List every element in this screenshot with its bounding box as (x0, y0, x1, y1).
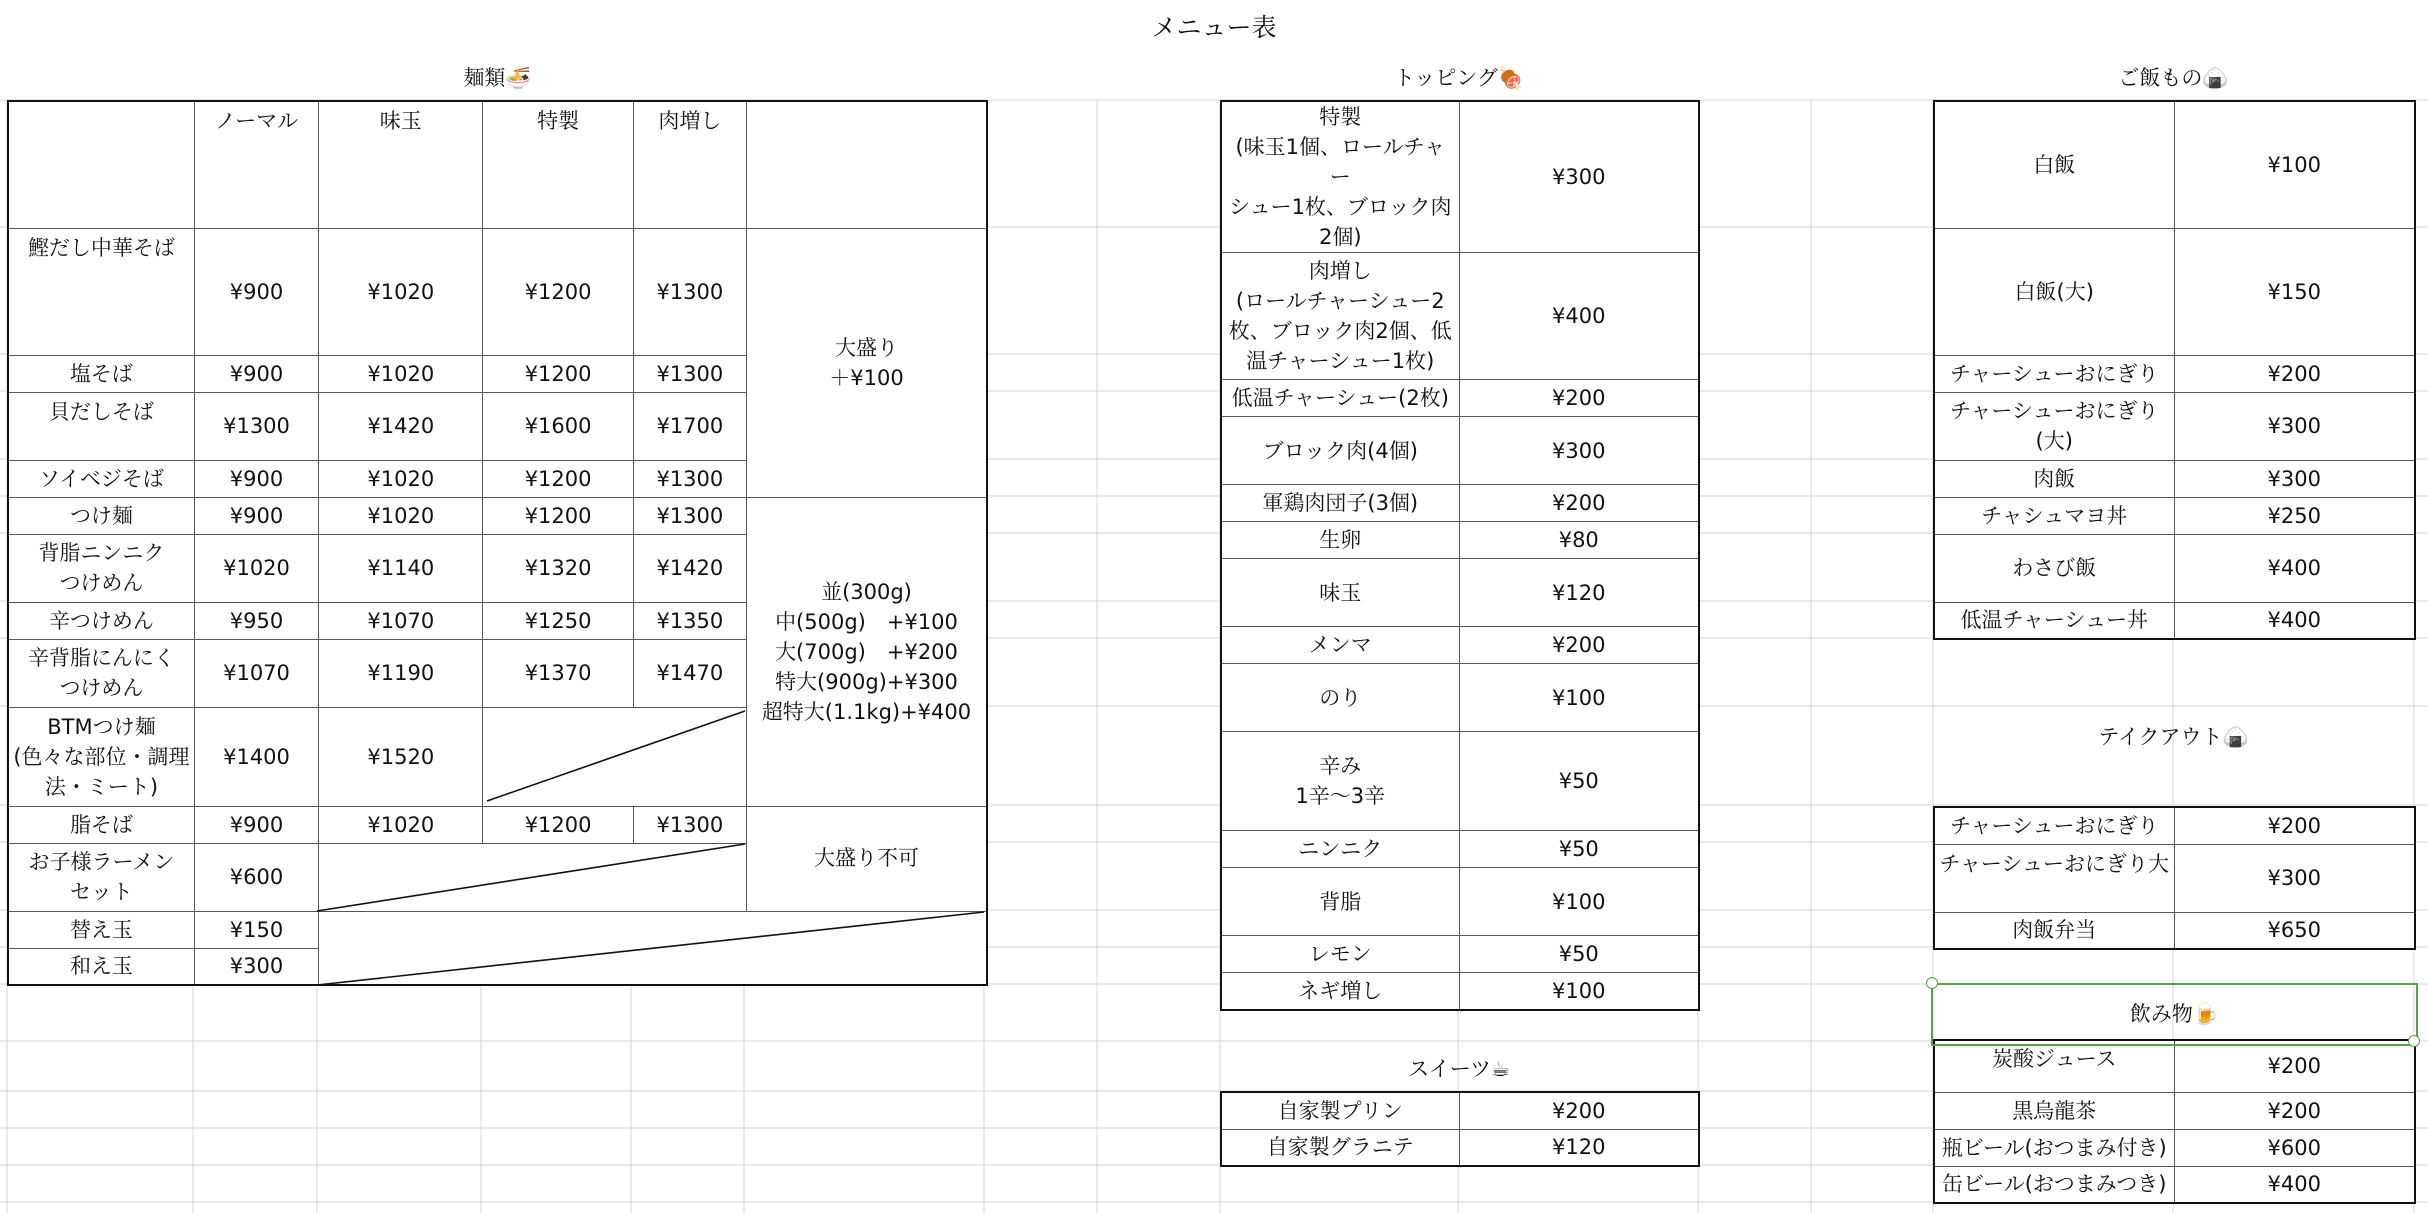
noodle-price: ¥900 (194, 460, 318, 497)
takeout-table (1933, 806, 2416, 950)
noodle-price: ¥900 (194, 228, 318, 355)
noodle-price: ¥1300 (633, 806, 746, 843)
rice-table (1933, 100, 2416, 640)
drink-name: 黒烏龍茶 (1934, 1092, 2174, 1129)
noodle-price: ¥1020 (319, 460, 483, 497)
topping-price: ¥80 (1459, 522, 1699, 559)
rice-price: ¥300 (2174, 392, 2415, 460)
noodle-item-name: 辛つけめん (8, 602, 194, 639)
noodle-price: ¥1020 (319, 497, 483, 534)
noodle-price: ¥900 (194, 806, 318, 843)
noodles-table (7, 100, 988, 986)
topping-price: ¥300 (1459, 101, 1699, 253)
noodle-price: ¥1320 (483, 534, 633, 602)
drink-price: ¥200 (2174, 1040, 2415, 1092)
noodle-price: ¥1300 (633, 497, 746, 534)
noodle-item-name: 背脂ニンニク つけめん (8, 534, 194, 602)
topping-name: 生卵 (1221, 522, 1459, 559)
unavailable-cell (483, 707, 747, 806)
topping-price: ¥100 (1459, 664, 1699, 732)
section-title-toppings: トッピング🍖 (1393, 66, 1525, 90)
topping-name: レモン (1221, 936, 1459, 973)
topping-name: ニンニク (1221, 831, 1459, 868)
topping-price: ¥300 (1459, 417, 1699, 485)
noodle-price: ¥1070 (319, 602, 483, 639)
topping-name: 特製 (味玉1個、ロールチャー シュー1枚、ブロック肉 2個) (1221, 101, 1459, 253)
rice-name: 低温チャーシュー丼 (1934, 602, 2174, 639)
toppings-table (1220, 100, 1700, 1011)
noodles-header-tokusei: 特製 (483, 101, 633, 228)
noodle-price: ¥900 (194, 497, 318, 534)
noodle-price: ¥1300 (633, 460, 746, 497)
drink-name: 炭酸ジュース (1934, 1040, 2174, 1092)
section-title-drinks[interactable]: 飲み物🍺 (2129, 1002, 2220, 1026)
noodle-price: ¥1020 (319, 806, 483, 843)
noodle-item-name: 辛背脂にんにく つけめん (8, 639, 194, 707)
takeout-name: チャーシューおにぎり大 (1934, 844, 2174, 912)
unavailable-cell (319, 843, 747, 911)
noodle-price: ¥1200 (483, 460, 633, 497)
rice-price: ¥100 (2174, 101, 2415, 228)
noodle-item-name: 和え玉 (8, 948, 194, 985)
noodle-price: ¥300 (194, 948, 318, 985)
noodle-price: ¥1020 (194, 534, 318, 602)
drinks-table (1933, 1039, 2416, 1204)
topping-name: メンマ (1221, 627, 1459, 664)
rice-name: 白飯(大) (1934, 228, 2174, 355)
takeout-price: ¥300 (2174, 844, 2415, 912)
rice-price: ¥300 (2174, 460, 2415, 497)
noodles-header-normal: ノーマル (194, 101, 318, 228)
noodles-header-nikumashi: 肉増し (633, 101, 746, 228)
topping-price: ¥50 (1459, 831, 1699, 868)
noodles-header-blank (746, 101, 987, 228)
noodle-item-name: お子様ラーメン セット (8, 843, 194, 911)
noodle-price: ¥1400 (194, 707, 318, 806)
noodle-price: ¥1300 (633, 228, 746, 355)
topping-price: ¥400 (1459, 253, 1699, 380)
rice-price: ¥200 (2174, 355, 2415, 392)
topping-name: 肉増し (ロールチャーシュー2 枚、ブロック肉2個、低 温チャーシュー1枚) (1221, 253, 1459, 380)
unavailable-cell (319, 911, 987, 985)
takeout-name: チャーシューおにぎり (1934, 807, 2174, 844)
noodle-price: ¥1420 (319, 392, 483, 460)
noodle-item-name: 鰹だし中華そば (8, 228, 194, 355)
noodle-price: ¥1370 (483, 639, 633, 707)
rice-price: ¥400 (2174, 534, 2415, 602)
topping-name: のり (1221, 664, 1459, 732)
takeout-price: ¥200 (2174, 807, 2415, 844)
noodle-item-name: 塩そば (8, 355, 194, 392)
noodle-price: ¥1300 (633, 355, 746, 392)
noodle-price: ¥1200 (483, 497, 633, 534)
noodle-price: ¥1700 (633, 392, 746, 460)
noodle-price: ¥1200 (483, 228, 633, 355)
noodle-item-name: 替え玉 (8, 911, 194, 948)
rice-price: ¥250 (2174, 497, 2415, 534)
noodle-price: ¥1190 (319, 639, 483, 707)
takeout-name: 肉飯弁当 (1934, 912, 2174, 949)
size-note-tsukemen: 並(300g) 中(500g) +¥100 大(700g) +¥200 特大(900g)+¥300 超特大(1.1kg)+¥400 (746, 497, 987, 806)
noodle-price: ¥1520 (319, 707, 483, 806)
topping-price: ¥120 (1459, 559, 1699, 627)
noodle-item-name: つけ麺 (8, 497, 194, 534)
rice-name: わさび飯 (1934, 534, 2174, 602)
noodle-item-name: 脂そば (8, 806, 194, 843)
noodle-price: ¥900 (194, 355, 318, 392)
rice-name: チャーシューおにぎり (1934, 355, 2174, 392)
rice-price: ¥150 (2174, 228, 2415, 355)
noodle-item-name: ソイベジそば (8, 460, 194, 497)
noodle-price: ¥600 (194, 843, 318, 911)
topping-price: ¥100 (1459, 973, 1699, 1010)
page-title: メニュー表 (1151, 13, 1277, 42)
topping-price: ¥200 (1459, 485, 1699, 522)
noodles-header-ajitama: 味玉 (319, 101, 483, 228)
topping-price: ¥50 (1459, 936, 1699, 973)
takeout-price: ¥650 (2174, 912, 2415, 949)
topping-price: ¥200 (1459, 627, 1699, 664)
drink-name: 瓶ビール(おつまみ付き) (1934, 1129, 2174, 1166)
noodle-price: ¥1020 (319, 228, 483, 355)
section-title-noodles: 麺類🍜 (463, 66, 532, 90)
sweets-table (1220, 1091, 1700, 1167)
size-note-large: 大盛り ＋¥100 (746, 228, 987, 497)
noodle-price: ¥1200 (483, 355, 633, 392)
topping-name: 背脂 (1221, 868, 1459, 936)
noodle-item-name: BTMつけ麺 (色々な部位・調理 法・ミート) (8, 707, 194, 806)
section-title-sweets: スイーツ☕ (1408, 1057, 1510, 1081)
section-title-rice: ご飯もの🍙 (2118, 66, 2229, 90)
topping-price: ¥100 (1459, 868, 1699, 936)
size-note-no-large: 大盛り不可 (746, 806, 987, 911)
topping-price: ¥200 (1459, 380, 1699, 417)
noodle-price: ¥1420 (633, 534, 746, 602)
topping-name: ネギ増し (1221, 973, 1459, 1010)
noodle-price: ¥150 (194, 911, 318, 948)
noodle-price: ¥1020 (319, 355, 483, 392)
noodle-price: ¥1250 (483, 602, 633, 639)
noodle-price: ¥1350 (633, 602, 746, 639)
rice-price: ¥400 (2174, 602, 2415, 639)
noodle-price: ¥1070 (194, 639, 318, 707)
drink-name: 缶ビール(おつまみつき) (1934, 1166, 2174, 1203)
topping-price: ¥50 (1459, 732, 1699, 831)
topping-name: ブロック肉(4個) (1221, 417, 1459, 485)
section-title-takeout: テイクアウト🍙 (2098, 725, 2249, 749)
sweet-name: 自家製プリン (1221, 1092, 1459, 1129)
topping-name: 味玉 (1221, 559, 1459, 627)
sweet-price: ¥200 (1459, 1092, 1699, 1129)
noodle-price: ¥1200 (483, 806, 633, 843)
rice-name: 白飯 (1934, 101, 2174, 228)
drink-price: ¥600 (2174, 1129, 2415, 1166)
noodle-item-name: 貝だしそば (8, 392, 194, 460)
topping-name: 軍鶏肉団子(3個) (1221, 485, 1459, 522)
noodles-header-corner (8, 101, 194, 228)
noodle-price: ¥1600 (483, 392, 633, 460)
rice-name: チャーシューおにぎり (大) (1934, 392, 2174, 460)
drink-price: ¥200 (2174, 1092, 2415, 1129)
sweet-name: 自家製グラニテ (1221, 1129, 1459, 1166)
noodle-price: ¥1470 (633, 639, 746, 707)
rice-name: 肉飯 (1934, 460, 2174, 497)
noodle-price: ¥1140 (319, 534, 483, 602)
rice-name: チャシュマヨ丼 (1934, 497, 2174, 534)
sweet-price: ¥120 (1459, 1129, 1699, 1166)
drink-price: ¥400 (2174, 1166, 2415, 1203)
noodle-price: ¥950 (194, 602, 318, 639)
topping-name: 低温チャーシュー(2枚) (1221, 380, 1459, 417)
noodle-price: ¥1300 (194, 392, 318, 460)
topping-name: 辛み 1辛〜3辛 (1221, 732, 1459, 831)
